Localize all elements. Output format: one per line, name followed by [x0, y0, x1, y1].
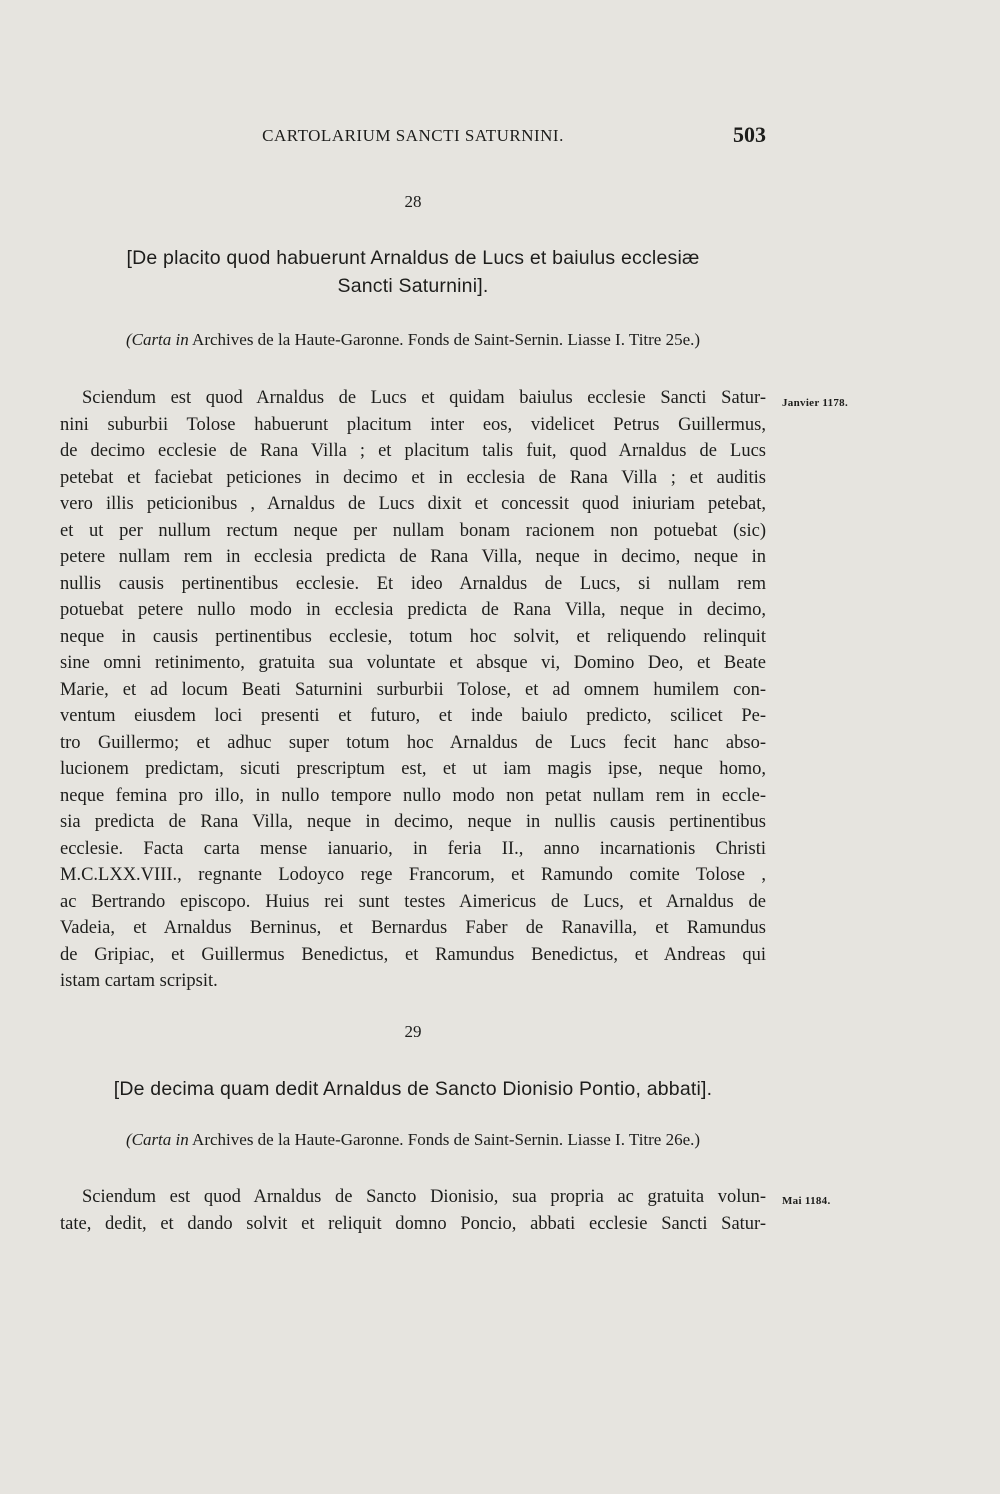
text-line: Marie, et ad locum Beati Saturnini surburbii Tolose, et ad omnem humilem con-: [60, 679, 766, 700]
text-line: ventum eiusdem loci presenti et futuro, et inde baiulo predicto, scilicet Pe-: [60, 706, 766, 726]
charter-number: 29: [404, 1022, 422, 1041]
charter-text: [60, 1184, 766, 1237]
text-line: petebat et faciebat peticiones in decimo et in ecclesia de Rana Villa ; et auditis: [60, 467, 766, 488]
text-line: petere nullam rem in ecclesia predicta de Rana Villa, neque in decimo, neque in: [60, 547, 766, 567]
charter-number: 28: [404, 192, 422, 211]
running-title: CARTOLARIUM SANCTI SATURNINI.: [262, 126, 564, 145]
source-note: [60, 1130, 766, 1150]
source-note: [60, 330, 766, 350]
text-line: Sciendum est quod Arnaldus de Sancto Dionisio, sua propria ac gratuita volun-: [82, 1187, 766, 1207]
text-line: M.C.LXX.VIII., regnante Lodoyco rege Francorum, et Ramundo comite Tolose ,: [60, 865, 766, 885]
source-note-text: Archives de la Haute-Garonne. Fonds de Saint-Sernin. Liasse I. Titre 25e.): [188, 330, 701, 349]
text-line: neque in causis pertinentibus ecclesie, totum hoc solvit, et reliquendo relinquit: [60, 626, 766, 647]
charter-title-line: [De placito quod habuerunt Arnaldus de Lucs et baiulus ecclesiæ: [126, 247, 700, 269]
text-line: nini suburbii Tolose habuerunt placitum inter eos, videlicet Petrus Guillermus,: [60, 414, 766, 435]
text-line: tro Guillermo; et adhuc super totum hoc Arnaldus de Lucs fecit hanc abso-: [60, 732, 766, 753]
text-line: tate, dedit, et dando solvit et reliquit domno Poncio, abbati ecclesie Sancti Satur-: [60, 1213, 766, 1234]
source-note-italic: (Carta in: [125, 1130, 189, 1149]
page-number: 503: [733, 122, 766, 147]
text-line: vero illis peticionibus , Arnaldus de Lucs dixit et concessit quod iniuriam petebat,: [60, 494, 766, 514]
text-line: neque femina pro illo, in nullo tempore nullo modo non petat nullam rem in eccle-: [60, 785, 766, 806]
running-head: [60, 122, 766, 152]
text-line: nullis causis pertinentibus ecclesie. Et ideo Arnaldus de Lucs, si nullam rem: [60, 573, 766, 594]
text-line: istam cartam scripsit.: [60, 971, 218, 991]
margin-date: Mai 1184.: [782, 1195, 831, 1207]
text-line: sine omni retinimento, gratuita sua voluntate et absque vi, Domino Deo, et Beate: [60, 653, 766, 673]
text-line: potuebat petere nullo modo in ecclesia predicta de Rana Villa, neque in decimo,: [60, 600, 766, 620]
text-line: de decimo ecclesie de Rana Villa ; et placitum talis fuit, quod Arnaldus de Lucs: [60, 441, 766, 461]
text-line: Vadeia, et Arnaldus Berninus, et Bernardus Faber de Ranavilla, et Ramundus: [60, 918, 766, 938]
text-line: de Gripiac, et Guillermus Benedictus, et Ramundus Benedictus, et Andreas qui: [60, 944, 766, 965]
charter-title: [60, 244, 766, 300]
text-line: et ut per nullum rectum neque per nullam bonam racionem non potuebat (sic): [60, 520, 766, 541]
text-line: Sciendum est quod Arnaldus de Lucs et quidam baiulus ecclesie Sancti Satur-: [82, 388, 766, 408]
text-line: lucionem predictam, sicuti prescriptum est, et ut iam magis ipse, neque homo,: [60, 759, 766, 779]
charter-title-line: [De decima quam dedit Arnaldus de Sancto Dionisio Pontio, abbati].: [113, 1078, 713, 1100]
text-line: sia predicta de Rana Villa, neque in decimo, neque in nullis causis pertinentibus: [60, 812, 766, 832]
charter-title: [60, 1075, 766, 1103]
charter-text: [60, 385, 766, 995]
margin-date: Janvier 1178.: [782, 397, 849, 409]
source-note-text: Archives de la Haute-Garonne. Fonds de Saint-Sernin. Liasse I. Titre 26e.): [188, 1130, 701, 1149]
text-line: ecclesie. Facta carta mense ianuario, in feria II., anno incarnationis Christi: [60, 838, 766, 859]
charter-title-line: Sancti Saturnini].: [337, 275, 489, 297]
text-line: ac Bertrando episcopo. Huius rei sunt testes Aimericus de Lucs, et Arnaldus de: [60, 891, 766, 912]
source-note-italic: (Carta in: [125, 330, 189, 349]
